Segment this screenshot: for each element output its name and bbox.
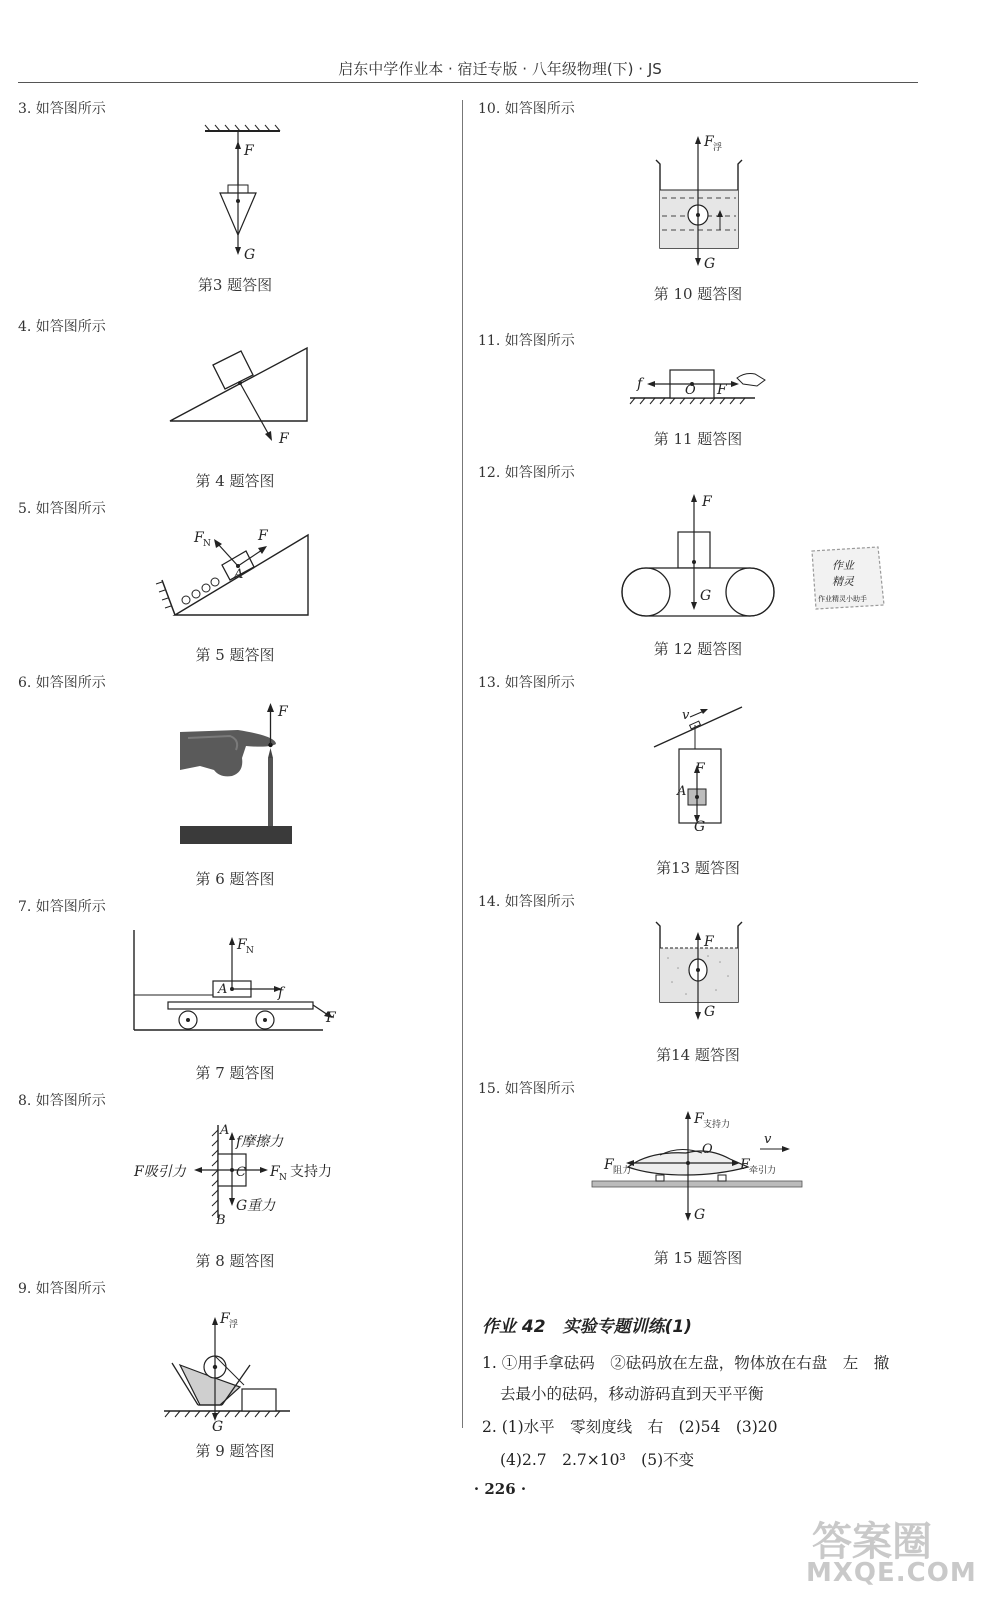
q13-label-F: F — [695, 761, 705, 777]
svg-text:N: N — [246, 946, 254, 956]
q12-label-F: F — [702, 494, 712, 510]
q9-label-F: F — [220, 1311, 230, 1327]
watermark-url: MXQE.COM — [806, 1558, 977, 1588]
q11-label-O: O — [685, 383, 696, 398]
q13-label-A: A — [677, 784, 687, 799]
section-title: 作业 42 实验专题训练(1) — [482, 1317, 692, 1337]
figure-q15 — [590, 1105, 820, 1240]
figure-q11 — [625, 360, 775, 410]
caption-5: 第 5 题答图 — [195, 646, 275, 664]
q9-label-G: G — [212, 1419, 224, 1435]
q12-label-G: G — [700, 588, 712, 604]
figure-q12 — [620, 488, 780, 623]
svg-text:N: N — [203, 539, 211, 549]
q5-label-F: F — [258, 528, 268, 544]
header-rule — [18, 82, 918, 83]
q8-label-FN: F — [270, 1164, 280, 1180]
q5-label-FN: F — [194, 530, 204, 546]
q3-label-G: G — [244, 247, 256, 263]
caption-15: 第 15 题答图 — [653, 1249, 743, 1267]
q8-label-friction: f摩擦力 — [236, 1134, 284, 1150]
svg-text:支持力: 支持力 — [290, 1164, 332, 1180]
caption-8: 第 8 题答图 — [195, 1252, 275, 1270]
answer-line-3: 2. (1)水平 零刻度线 右 (2)54 (3)20 — [482, 1418, 778, 1436]
q7-label-A: A — [218, 982, 228, 997]
q15-label-traction: F — [740, 1157, 750, 1173]
svg-text:阻力: 阻力 — [613, 1166, 632, 1176]
caption-14: 第14 题答图 — [656, 1046, 740, 1064]
q15-label-v: v — [764, 1132, 772, 1147]
item-label-10: 10. 如答图所示 — [478, 101, 575, 117]
svg-text:浮: 浮 — [713, 143, 723, 153]
q10-label-G: G — [704, 256, 716, 272]
q11-label-f: f — [637, 376, 643, 392]
q11-label-F: F — [717, 382, 727, 398]
q13-label-G: G — [694, 819, 706, 835]
figure-q10 — [650, 130, 750, 280]
caption-3: 第3 题答图 — [197, 276, 273, 294]
q3-label-F: F — [244, 143, 254, 159]
figure-q8 — [130, 1120, 360, 1230]
q8-label-gravity: G重力 — [236, 1198, 276, 1214]
item-label-9: 9. 如答图所示 — [18, 1281, 106, 1297]
page-number: · 226 · — [473, 1480, 527, 1498]
figure-q5 — [150, 520, 320, 630]
figure-q9 — [160, 1305, 310, 1435]
caption-11: 第 11 题答图 — [653, 430, 743, 448]
item-label-8: 8. 如答图所示 — [18, 1093, 106, 1109]
caption-6: 第 6 题答图 — [195, 870, 275, 888]
figure-q6 — [180, 700, 320, 850]
q8-label-A: A — [220, 1123, 230, 1138]
q14-label-F: F — [704, 934, 714, 950]
svg-text:浮: 浮 — [229, 1320, 239, 1330]
answer-line-2: 去最小的砝码，移动游码直到天平平衡 — [500, 1385, 764, 1403]
caption-7: 第 7 题答图 — [195, 1064, 275, 1082]
item-label-13: 13. 如答图所示 — [478, 675, 575, 691]
q5-label-A: A — [234, 567, 244, 582]
item-label-6: 6. 如答图所示 — [18, 675, 106, 691]
q7-label-FN: F — [237, 937, 247, 953]
caption-4: 第 4 题答图 — [195, 472, 275, 490]
homework-stamp — [808, 545, 888, 615]
q4-label-F: F — [279, 431, 289, 447]
item-label-12: 12. 如答图所示 — [478, 465, 575, 481]
page-header: 启东中学作业本 · 宿迁专版 · 八年级物理(下) · JS — [338, 60, 662, 78]
figure-q14 — [650, 918, 750, 1028]
q10-label-F: F — [704, 134, 714, 150]
q7-label-f: f — [278, 985, 284, 1001]
svg-text:作业: 作业 — [832, 559, 854, 572]
item-label-5: 5. 如答图所示 — [18, 501, 106, 517]
q7-label-F: F — [326, 1010, 336, 1026]
item-label-7: 7. 如答图所示 — [18, 899, 106, 915]
figure-q13 — [650, 703, 760, 838]
q13-label-v: v — [682, 708, 690, 723]
item-label-3: 3. 如答图所示 — [18, 101, 106, 117]
q8-label-attraction: F吸引力 — [134, 1164, 186, 1180]
item-label-11: 11. 如答图所示 — [478, 333, 575, 349]
answer-line-4: (4)2.7 2.7×10³ (5)不变 — [500, 1451, 695, 1469]
q6-label-F: F — [278, 704, 288, 720]
figure-q4 — [165, 343, 325, 453]
q14-label-G: G — [704, 1004, 716, 1020]
q15-label-O: O — [702, 1142, 713, 1157]
answer-line-1: 1. ①用手拿砝码 ②砝码放在左盘，物体放在右盘 左 撤 — [482, 1354, 890, 1372]
svg-text:牵引力: 牵引力 — [749, 1166, 777, 1176]
q15-label-drag: F — [604, 1157, 614, 1173]
watermark-logo: 答案圈 — [812, 1519, 932, 1565]
item-label-14: 14. 如答图所示 — [478, 894, 575, 910]
caption-10: 第 10 题答图 — [653, 285, 743, 303]
caption-13: 第13 题答图 — [656, 859, 740, 877]
caption-12: 第 12 题答图 — [653, 640, 743, 658]
svg-text:N: N — [279, 1173, 287, 1183]
svg-text:精灵: 精灵 — [832, 575, 854, 588]
q15-label-G: G — [694, 1207, 706, 1223]
svg-text:作业精灵小助手: 作业精灵小助手 — [818, 595, 867, 603]
svg-text:支持力: 支持力 — [703, 1120, 731, 1130]
q8-label-C: C — [236, 1165, 246, 1180]
column-divider — [462, 100, 463, 1428]
q15-label-support: F — [694, 1111, 704, 1127]
figure-q3 — [200, 125, 300, 265]
item-label-4: 4. 如答图所示 — [18, 319, 106, 335]
caption-9: 第 9 题答图 — [195, 1442, 275, 1460]
item-label-15: 15. 如答图所示 — [478, 1081, 575, 1097]
figure-q7 — [128, 925, 348, 1045]
q8-label-B: B — [216, 1213, 226, 1228]
